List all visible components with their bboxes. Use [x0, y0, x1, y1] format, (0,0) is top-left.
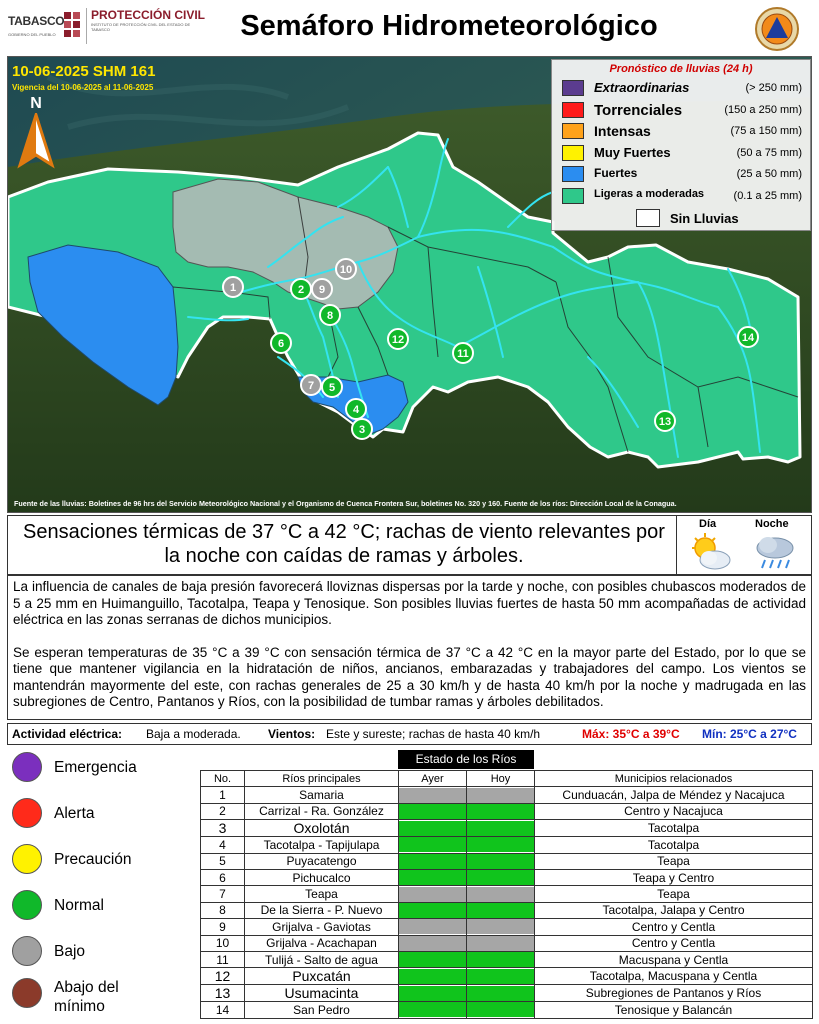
proteccion-civil-text: PROTECCIÓN CIVIL [91, 8, 206, 22]
river-marker-12 [388, 329, 408, 349]
table-row [201, 919, 813, 935]
status-fill-normal [399, 854, 466, 869]
proteccion-civil-subtitle: INSTITUTO DE PROTECCIÓN CIVIL DEL ESTADO DE TABASCO [91, 22, 191, 32]
river-table-caption: Estado de los Ríos [398, 750, 534, 769]
status-dot-icon [12, 936, 42, 966]
status-fill-normal [399, 969, 466, 984]
status-fill-normal [467, 952, 534, 967]
status-dot-icon [12, 752, 42, 782]
north-label: N [30, 95, 42, 112]
min-temperature: Mín: 25°C a 27°C [702, 727, 797, 741]
header-river: Ríos principales [245, 771, 399, 787]
river-name: Grijalva - Acachapan [245, 935, 399, 951]
forecast-paragraph-rain: La influencia de canales de baja presión favorecerá lloviznas dispersas por la tarde y noche, con posibles chubascos moderados de 5 a 25 mm en Huimanguillo, Tacotalpa, Teapa y Tenosique. Son posibles lluvias fuertes de hasta 50 mm acompañadas de actividad eléctrica en las zonas serranas de dichos municipios. [13, 579, 806, 627]
river-name: Pichucalco [245, 869, 399, 885]
north-arrow [14, 95, 58, 169]
river-municipalities: Centro y Centla [535, 919, 813, 935]
status-yesterday [399, 919, 467, 935]
status-fill-normal [399, 952, 466, 967]
river-marker-1 [223, 277, 243, 297]
river-municipalities: Tacotalpa, Macuspana y Centla [535, 968, 813, 985]
tabasco-logo-text: TABASCO [8, 14, 65, 28]
river-table-header [201, 771, 813, 787]
rain-legend-title: Pronóstico de lluvias (24 h) [609, 63, 753, 75]
river-name: Carrizal - Ra. González [245, 803, 399, 819]
status-fill-bajo [399, 788, 466, 803]
river-name: Teapa [245, 886, 399, 902]
river-marker-10 [336, 259, 356, 279]
status-today [467, 803, 535, 819]
rain-legend-item [562, 78, 802, 98]
river-marker-number: 7 [307, 380, 315, 392]
status-fill-bajo [467, 936, 534, 951]
table-row [201, 951, 813, 967]
status-fill-normal [467, 870, 534, 885]
rain-legend-item [562, 121, 802, 141]
rain-legend-range: (75 a 150 mm) [730, 125, 802, 137]
status-yesterday [399, 935, 467, 951]
status-fill-bajo [467, 788, 534, 803]
river-number: 2 [201, 803, 245, 819]
rain-legend-range: (50 a 75 mm) [736, 146, 802, 159]
rain-legend-none [636, 208, 796, 228]
status-fill-normal [467, 903, 534, 918]
rain-legend-range: (150 a 250 mm) [724, 103, 802, 116]
status-fill-normal [467, 804, 534, 819]
status-today [467, 968, 535, 985]
forecast-paragraph-temperature: Se esperan temperaturas de 35 °C a 39 °C con sensación térmica de 37 °C a 42 °C en la mayor parte del Estado, por lo que se tiene que mantener vigilancia en la hidratación de niños, ancianos, embarazadas y trabajadores del campo. Los vientos se mantendrán mayormente del este, con rachas generales de 25 a 30 km/h y de hasta 40 km/h por la noche y madrugada en las subregiones de Centro, Pantanos y Ríos, con la posibilidad de tumbar ramas y árboles debilitados. [13, 644, 806, 709]
tabasco-logo [8, 8, 78, 44]
river-marker-number: 3 [358, 424, 366, 436]
status-dot-icon [12, 978, 42, 1008]
river-status-table [200, 770, 813, 1019]
status-yesterday [399, 820, 467, 837]
status-yesterday [399, 902, 467, 918]
north-arrow-icon [14, 113, 58, 169]
river-marker-3 [352, 419, 372, 439]
river-municipalities: Tacotalpa [535, 837, 813, 853]
status-today [467, 935, 535, 951]
day-label: Día [699, 518, 717, 530]
river-municipalities: Tenosique y Balancán [535, 1002, 813, 1018]
river-name: Samaria [245, 787, 399, 803]
page-title: Semáforo Hidrometeorológico [240, 10, 658, 42]
wind-value: Este y sureste; rachas de hasta 40 km/h [326, 727, 541, 741]
day-night-forecast [676, 516, 812, 574]
status-fill-bajo [399, 936, 466, 951]
status-fill-normal [467, 837, 534, 852]
river-marker-2 [291, 279, 311, 299]
status-today [467, 985, 535, 1002]
status-fill-normal [399, 804, 466, 819]
river-number: 7 [201, 886, 245, 902]
bulletin-date: 10-06-2025 SHM 161 [12, 63, 156, 80]
rain-legend-swatch [562, 188, 584, 204]
river-number: 12 [201, 968, 245, 985]
status-fill-normal [399, 903, 466, 918]
status-legend-label: Normal [54, 897, 104, 914]
rain-legend-range: (> 250 mm) [745, 82, 802, 94]
rain-legend-label: Torrenciales [594, 101, 683, 119]
status-fill-normal [399, 1002, 466, 1017]
status-today [467, 951, 535, 967]
status-dot-icon [12, 890, 42, 920]
river-number: 4 [201, 837, 245, 853]
river-name: San Pedro [245, 1002, 399, 1018]
electric-activity-label: Actividad eléctrica: [12, 727, 123, 741]
header-yesterday: Ayer [399, 771, 467, 787]
river-marker-number: 6 [277, 338, 285, 350]
river-number: 11 [201, 951, 245, 967]
river-municipalities: Teapa y Centro [535, 869, 813, 885]
status-yesterday [399, 869, 467, 885]
river-number: 13 [201, 985, 245, 1002]
status-dot-icon [12, 798, 42, 828]
status-legend-label: Alerta [54, 805, 95, 822]
status-fill-normal [467, 821, 534, 836]
status-yesterday [399, 803, 467, 819]
status-today [467, 820, 535, 837]
tabasco-logo-subtitle: GOBIERNO DEL PUEBLO [8, 32, 56, 37]
river-status-legend [10, 752, 190, 1024]
status-yesterday [399, 853, 467, 869]
river-municipalities: Tacotalpa, Jalapa y Centro [535, 902, 813, 918]
river-municipalities: Tacotalpa [535, 820, 813, 837]
rain-legend-none-swatch [636, 209, 660, 227]
wind-label: Vientos: [268, 727, 316, 741]
rain-legend-swatch [562, 166, 584, 182]
river-municipalities: Teapa [535, 886, 813, 902]
river-municipalities: Centro y Centla [535, 935, 813, 951]
river-number: 9 [201, 919, 245, 935]
forecast-description [7, 575, 812, 720]
status-yesterday [399, 951, 467, 967]
river-marker-number: 11 [457, 348, 469, 360]
status-yesterday [399, 886, 467, 902]
rain-legend-label: Intensas [594, 123, 651, 139]
river-name: Puxcatán [245, 968, 399, 985]
status-fill-normal [467, 854, 534, 869]
river-marker-number: 9 [318, 284, 326, 296]
river-marker-number: 10 [339, 264, 353, 276]
status-fill-bajo [467, 887, 534, 902]
river-number: 5 [201, 853, 245, 869]
river-name: Grijalva - Gaviotas [245, 919, 399, 935]
header-no: No. [201, 771, 245, 787]
river-number: 8 [201, 902, 245, 918]
river-number: 3 [201, 820, 245, 837]
sun-cloud-icon [689, 532, 733, 572]
status-today [467, 787, 535, 803]
status-fill-bajo [467, 919, 534, 934]
river-municipalities: Subregiones de Pantanos y Ríos [535, 985, 813, 1002]
river-marker-4 [346, 399, 366, 419]
map-source-note: Fuente de las lluvias: Boletines de 96 hrs del Servicio Meteorológico Nacional y el Organismo de Cuenca Frontera Sur, boletines No. 320 y 160. Fuente de los ríos: Dirección Local de la Conagua. [14, 499, 677, 508]
river-municipalities: Cunduacán, Jalpa de Méndez y Nacajuca [535, 787, 813, 803]
status-today [467, 1002, 535, 1018]
river-marker-number: 2 [297, 284, 305, 296]
rain-legend-label: Fuertes [594, 166, 638, 180]
river-marker-9 [312, 279, 332, 299]
rain-legend-item [562, 164, 802, 184]
bulletin-validity: Vigencia del 10-06-2025 al 11-06-2025 [12, 83, 154, 92]
river-marker-number: 12 [391, 334, 405, 346]
rain-legend-label: Muy Fuertes [594, 144, 671, 160]
river-marker-number: 4 [352, 404, 360, 416]
river-name: Tulijá - Salto de agua [245, 951, 399, 967]
river-marker-number: 13 [658, 416, 672, 428]
table-row [201, 1002, 813, 1018]
status-fill-normal [399, 821, 466, 836]
rain-legend-swatch [562, 102, 584, 118]
river-name: Puyacatengo [245, 853, 399, 869]
status-fill-normal [399, 870, 466, 885]
night-label: Noche [755, 518, 789, 530]
status-today [467, 919, 535, 935]
status-fill-normal [399, 837, 466, 852]
river-municipalities: Centro y Nacajuca [535, 803, 813, 819]
table-row [201, 803, 813, 819]
table-row [201, 985, 813, 1002]
river-number: 10 [201, 935, 245, 951]
rain-legend-swatch [562, 123, 584, 139]
rain-legend [551, 59, 811, 231]
table-row [201, 886, 813, 902]
status-yesterday [399, 968, 467, 985]
rain-legend-label: Extraordinarias [594, 80, 690, 95]
river-marker-6 [271, 333, 291, 353]
header-municipalities: Municipios relacionados [535, 771, 813, 787]
river-municipalities: Macuspana y Centla [535, 951, 813, 967]
headline-box [7, 515, 812, 575]
status-fill-normal [467, 1002, 534, 1017]
status-fill-normal [467, 986, 534, 1001]
status-yesterday [399, 837, 467, 853]
status-yesterday [399, 1002, 467, 1018]
river-marker-13 [655, 411, 675, 431]
river-marker-number: 5 [328, 382, 336, 394]
status-fill-normal [399, 986, 466, 1001]
table-row [201, 787, 813, 803]
rain-legend-swatch [562, 145, 584, 161]
river-table-body [201, 787, 813, 1018]
status-today [467, 853, 535, 869]
river-name: Oxolotán [245, 820, 399, 837]
rain-forecast-map [7, 56, 812, 513]
table-row [201, 820, 813, 837]
status-today [467, 869, 535, 885]
tabasco-emblem-icon [62, 10, 82, 40]
table-row [201, 853, 813, 869]
rain-legend-item [562, 100, 802, 120]
rain-legend-swatch [562, 80, 584, 96]
river-marker-11 [453, 343, 473, 363]
river-marker-number: 8 [326, 310, 334, 322]
rain-legend-none-label: Sin Lluvias [670, 211, 739, 226]
proteccion-civil-logo [86, 8, 206, 44]
river-marker-8 [320, 305, 340, 325]
rain-legend-item [562, 186, 802, 206]
river-number: 1 [201, 787, 245, 803]
river-marker-number: 14 [741, 332, 755, 344]
status-dot-icon [12, 844, 42, 874]
status-today [467, 902, 535, 918]
status-yesterday [399, 985, 467, 1002]
table-row [201, 968, 813, 985]
status-today [467, 886, 535, 902]
rain-legend-label: Ligeras a moderadas [594, 187, 705, 200]
stats-bar [7, 723, 812, 745]
rain-legend-range: (25 a 50 mm) [736, 168, 802, 180]
status-legend-label: Emergencia [54, 759, 137, 776]
headline-text: Sensaciones térmicas de 37 °C a 42 °C; rachas de viento relevantes por la noche con caídas de ramas y árboles. [23, 521, 665, 567]
table-row [201, 869, 813, 885]
river-municipalities: Teapa [535, 853, 813, 869]
status-legend-label: Bajo [54, 943, 86, 960]
river-marker-7 [301, 375, 321, 395]
status-legend-label: Precaución [54, 851, 132, 868]
max-temperature: Máx: 35°C a 39°C [582, 727, 680, 741]
status-fill-bajo [399, 887, 466, 902]
table-row [201, 837, 813, 853]
river-marker-14 [738, 327, 758, 347]
status-fill-normal [467, 969, 534, 984]
rain-legend-range: (0.1 a 25 mm) [733, 189, 802, 202]
river-name: Usumacinta [245, 985, 399, 1002]
river-number: 6 [201, 869, 245, 885]
river-number: 14 [201, 1002, 245, 1018]
header-today: Hoy [467, 771, 535, 787]
rain-cloud-icon [753, 532, 797, 572]
river-name: De la Sierra - P. Nuevo [245, 902, 399, 918]
status-yesterday [399, 787, 467, 803]
civil-protection-seal-icon [754, 6, 800, 52]
rain-legend-item [562, 143, 802, 163]
status-today [467, 837, 535, 853]
river-marker-5 [322, 377, 342, 397]
river-marker-number: 1 [229, 282, 237, 294]
status-legend-label: Abajo del mínimo [54, 979, 119, 1015]
header [0, 0, 819, 56]
table-row [201, 902, 813, 918]
river-name: Tacotalpa - Tapijulapa [245, 837, 399, 853]
electric-activity-value: Baja a moderada. [146, 727, 241, 741]
status-fill-bajo [399, 919, 466, 934]
table-row [201, 935, 813, 951]
